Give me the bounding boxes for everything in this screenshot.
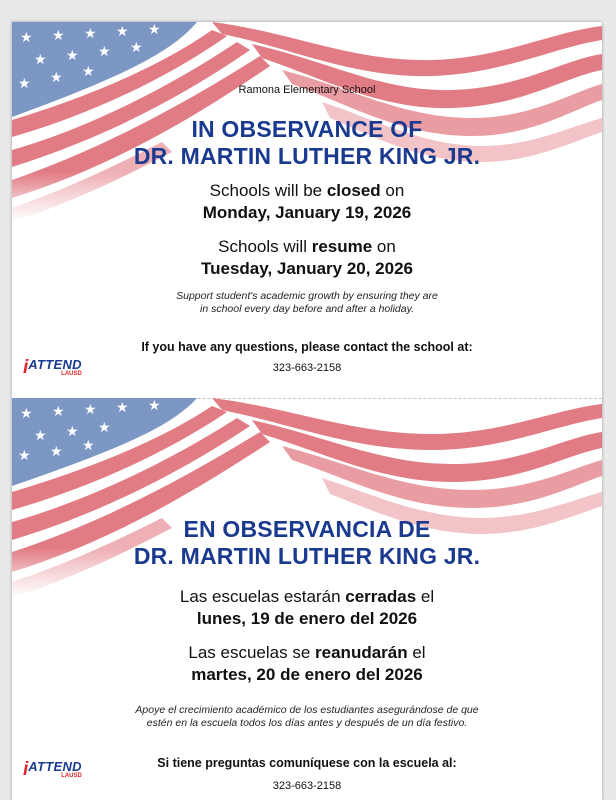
- english-section: [12, 22, 602, 398]
- closed-date: lunes, 19 de enero del 2026: [196, 609, 418, 628]
- phone-number: 323-663-2158: [272, 780, 342, 792]
- flyer-page: [12, 22, 602, 800]
- note-line-1: Apoye el crecimiento académico de los estudiantes asegurándose de que: [135, 704, 479, 716]
- svg-text:★: ★: [82, 63, 95, 79]
- svg-text:★: ★: [98, 419, 111, 435]
- note-line-2: in school every day before and after a holiday.: [199, 303, 415, 315]
- logo-i: i: [23, 357, 29, 378]
- svg-text:★: ★: [66, 423, 79, 439]
- iattend-logo: [23, 358, 82, 377]
- resume-word: resume: [311, 237, 373, 256]
- phone-number: 323-663-2158: [272, 362, 342, 374]
- closed-prefix: Las escuelas estarán: [179, 587, 346, 606]
- contact-question: Si tiene preguntas comuníquese con la escuela al:: [157, 756, 457, 770]
- headline-line-1: IN OBSERVANCE OF: [191, 116, 423, 142]
- svg-text:★: ★: [116, 23, 129, 39]
- svg-text:★: ★: [82, 437, 95, 453]
- closed-statement: [12, 586, 602, 607]
- headline: [12, 516, 602, 570]
- school-name: Ramona Elementary School: [238, 84, 376, 96]
- logo-attend: ATTEND: [28, 357, 82, 372]
- resume-date: Tuesday, January 20, 2026: [201, 259, 413, 278]
- resume-date: martes, 20 de enero del 2026: [191, 665, 423, 684]
- svg-text:★: ★: [148, 398, 161, 413]
- closed-word: cerradas: [345, 587, 417, 606]
- closed-suffix: el: [416, 587, 435, 606]
- resume-statement: [12, 642, 602, 663]
- svg-text:★: ★: [98, 43, 111, 59]
- headline-line-1: EN OBSERVANCIA DE: [183, 516, 431, 542]
- resume-word: reanudarán: [315, 643, 408, 662]
- svg-text:★: ★: [18, 447, 31, 463]
- svg-text:★: ★: [84, 25, 97, 41]
- svg-text:★: ★: [66, 47, 79, 63]
- headline-line-2: DR. MARTIN LUTHER KING JR.: [133, 143, 481, 169]
- attendance-note: [12, 704, 602, 730]
- svg-text:★: ★: [20, 29, 33, 45]
- svg-text:★: ★: [84, 401, 97, 417]
- spanish-section: [12, 398, 602, 800]
- closed-statement: [12, 180, 602, 201]
- contact-question: If you have any questions, please contact the school at:: [141, 340, 473, 354]
- closed-suffix: on: [380, 181, 405, 200]
- logo-i: i: [23, 759, 29, 780]
- closed-date: Monday, January 19, 2026: [202, 203, 412, 222]
- svg-text:★: ★: [52, 403, 65, 419]
- headline: [12, 116, 602, 170]
- svg-text:★: ★: [20, 405, 33, 421]
- logo-lausd: LAUSD: [61, 773, 82, 779]
- svg-text:★: ★: [34, 427, 47, 443]
- svg-text:★: ★: [148, 22, 161, 37]
- svg-text:★: ★: [34, 51, 47, 67]
- resume-prefix: Las escuelas se: [188, 643, 316, 662]
- note-line-1: Support student's academic growth by ensuring they are: [176, 290, 438, 302]
- logo-lausd: LAUSD: [61, 371, 82, 377]
- attendance-note: [12, 290, 602, 316]
- note-line-2: estén en la escuela todos los días antes y después de un día festivo.: [146, 717, 468, 729]
- svg-text:★: ★: [50, 443, 63, 459]
- resume-suffix: on: [372, 237, 396, 256]
- closed-word: closed: [326, 181, 381, 200]
- svg-text:★: ★: [50, 69, 63, 85]
- svg-text:★: ★: [18, 75, 31, 91]
- svg-text:★: ★: [130, 39, 143, 55]
- svg-text:★: ★: [52, 27, 65, 43]
- headline-line-2: DR. MARTIN LUTHER KING JR.: [133, 543, 481, 569]
- logo-attend: ATTEND: [28, 759, 82, 774]
- iattend-logo: [23, 760, 82, 779]
- closed-prefix: Schools will be: [209, 181, 327, 200]
- resume-statement: [12, 236, 602, 257]
- resume-suffix: el: [407, 643, 426, 662]
- svg-text:★: ★: [116, 399, 129, 415]
- resume-prefix: Schools will: [218, 237, 312, 256]
